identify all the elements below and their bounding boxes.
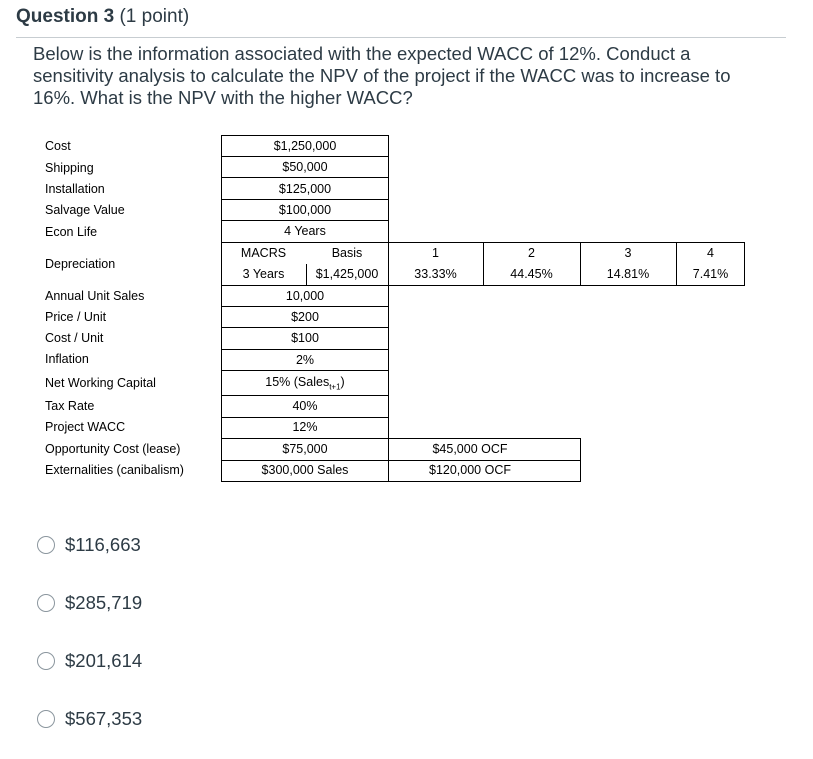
value-externalities: $300,000 Sales <box>261 463 349 477</box>
radio-button[interactable] <box>37 594 55 612</box>
value-wacc: 12% <box>292 420 318 434</box>
value-unit-sales: 10,000 <box>285 289 325 303</box>
label-cost-unit: Cost / Unit <box>45 331 104 345</box>
label-tax: Tax Rate <box>45 399 95 413</box>
rate-year-2: 44.45% <box>510 267 553 281</box>
label-unit-sales: Annual Unit Sales <box>45 289 145 303</box>
answer-option-3[interactable] <box>37 649 142 673</box>
label-depreciation: Depreciation <box>45 257 116 271</box>
label-shipping: Shipping <box>45 161 94 175</box>
answer-option-label: $116,663 <box>65 534 141 555</box>
label-opp-cost: Opportunity Cost (lease) <box>45 442 181 456</box>
label-wacc: Project WACC <box>45 420 126 434</box>
value-installation: $125,000 <box>278 182 332 196</box>
basis-value: $1,425,000 <box>315 267 379 281</box>
year-3-header: 3 <box>624 246 632 260</box>
label-externalities: Externalities (canibalism) <box>45 463 184 477</box>
value-shipping: $50,000 <box>282 160 328 174</box>
value-price: $200 <box>291 310 319 324</box>
year-1-header: 1 <box>432 246 439 260</box>
radio-button[interactable] <box>37 652 55 670</box>
value-nwc: 15% (Sales$_{t+1}$) <box>265 375 345 392</box>
value-externalities-ocf: $120,000 OCF <box>429 463 511 477</box>
rate-year-3: 14.81% <box>606 267 650 281</box>
answer-option-4[interactable] <box>37 707 142 731</box>
value-salvage: $100,000 <box>278 203 332 217</box>
label-econ-life: Econ Life <box>45 225 98 239</box>
value-opp-cost: $75,000 <box>282 442 328 456</box>
label-price: Price / Unit <box>45 310 107 324</box>
answer-option-1[interactable] <box>37 533 141 557</box>
year-2-header: 2 <box>528 246 535 260</box>
radio-button[interactable] <box>37 710 55 728</box>
question-number: Question 3 <box>16 6 115 27</box>
label-nwc: Net Working Capital <box>45 376 156 390</box>
answer-option-label: $285,719 <box>65 592 143 613</box>
question-text: Below is the information associated with the expected WACC of 12%. Conduct a sensitivity analysis to calculate the NPV of the project if the WACC was to increase to 16%. What is the NPV with the higher WACC? <box>33 43 731 108</box>
answer-option-label: $201,614 <box>65 650 143 671</box>
value-econ-life: 4 Years <box>284 224 326 238</box>
value-opp-cost-ocf: $45,000 OCF <box>432 442 508 456</box>
radio-button[interactable] <box>37 536 55 554</box>
value-inflation: 2% <box>295 353 315 367</box>
macrs-value: 3 Years <box>242 267 285 281</box>
question-points: (1 point) <box>119 6 190 27</box>
value-cost-unit: $100 <box>291 331 319 345</box>
value-tax: 40% <box>292 399 318 413</box>
answer-option-2[interactable] <box>37 591 142 615</box>
macrs-header: MACRS <box>240 246 287 260</box>
year-4-header: 4 <box>707 246 714 260</box>
label-inflation: Inflation <box>45 352 89 366</box>
rate-year-4: 7.41% <box>692 267 729 281</box>
label-salvage: Salvage Value <box>45 203 125 217</box>
label-cost: Cost <box>45 139 71 153</box>
label-installation: Installation <box>45 182 105 196</box>
value-cost: $1,250,000 <box>273 139 337 153</box>
basis-header: Basis <box>331 246 363 260</box>
answer-option-label: $567,353 <box>65 708 143 729</box>
rate-year-1: 33.33% <box>414 267 457 281</box>
